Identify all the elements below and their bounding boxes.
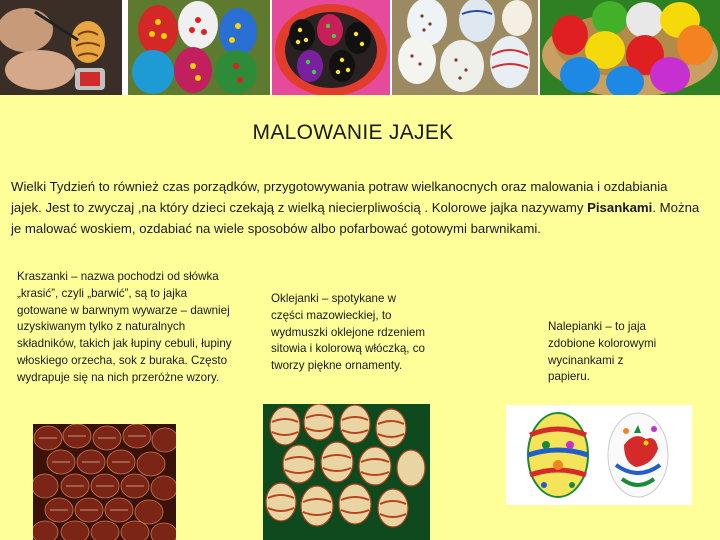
- photo-strip: [0, 0, 720, 95]
- page-title: MALOWANIE JAJEK: [252, 121, 454, 144]
- oklejanki-image: [263, 404, 430, 540]
- nalepianki-description: Nalepianki – to jaja zdobione kolorowymi wycinankami z papieru.: [548, 320, 657, 384]
- photo-colored-eggs-basket: [540, 0, 720, 95]
- intro-text-part2: . Można je malować woskiem, ozdabiać na wiele sposobów albo pofarbować gotowymi barwnikami.: [11, 200, 700, 236]
- intro-text-part1: Wielki Tydzień to również czas porządków, przygotowywania potraw wielkanocnych oraz malowania i ozdabiania jajek. Jest to zwyczaj ,na który dzieci czekają z wielką niecierpliwością . Kolorowe jajka nazywamy: [11, 179, 668, 215]
- intro-bold-term: Pisankami: [587, 200, 653, 215]
- photo-painting-eggs: [0, 0, 122, 95]
- kraszanki-description: Kraszanki – nazwa pochodzi od słówka „krasić”, czyli „barwić”, są to jajka gotowane w barwnym wywarze – dawniej uzyskiwanym tylko z naturalnych składników, takich jak łupiny cebuli, łupiny włoskiego orzecha, sok z buraka. Często wydrapuje się na nich przeróżne wzory.: [17, 270, 232, 384]
- oklejanki-description: Oklejanki – spotykane w części mazowieckiej, to wydmuszki oklejone rdzeniem sitowia i kolorową włóczką, co tworzy piękne ornamenty.: [271, 292, 426, 373]
- photo-white-decorated-eggs: [392, 0, 538, 95]
- nalepianki-image: [506, 405, 692, 505]
- photo-painted-egg-basket: [128, 0, 270, 95]
- photo-dotted-eggs-bowl: [272, 0, 390, 95]
- intro-paragraph: [11, 176, 701, 239]
- kraszanki-image: [33, 424, 176, 540]
